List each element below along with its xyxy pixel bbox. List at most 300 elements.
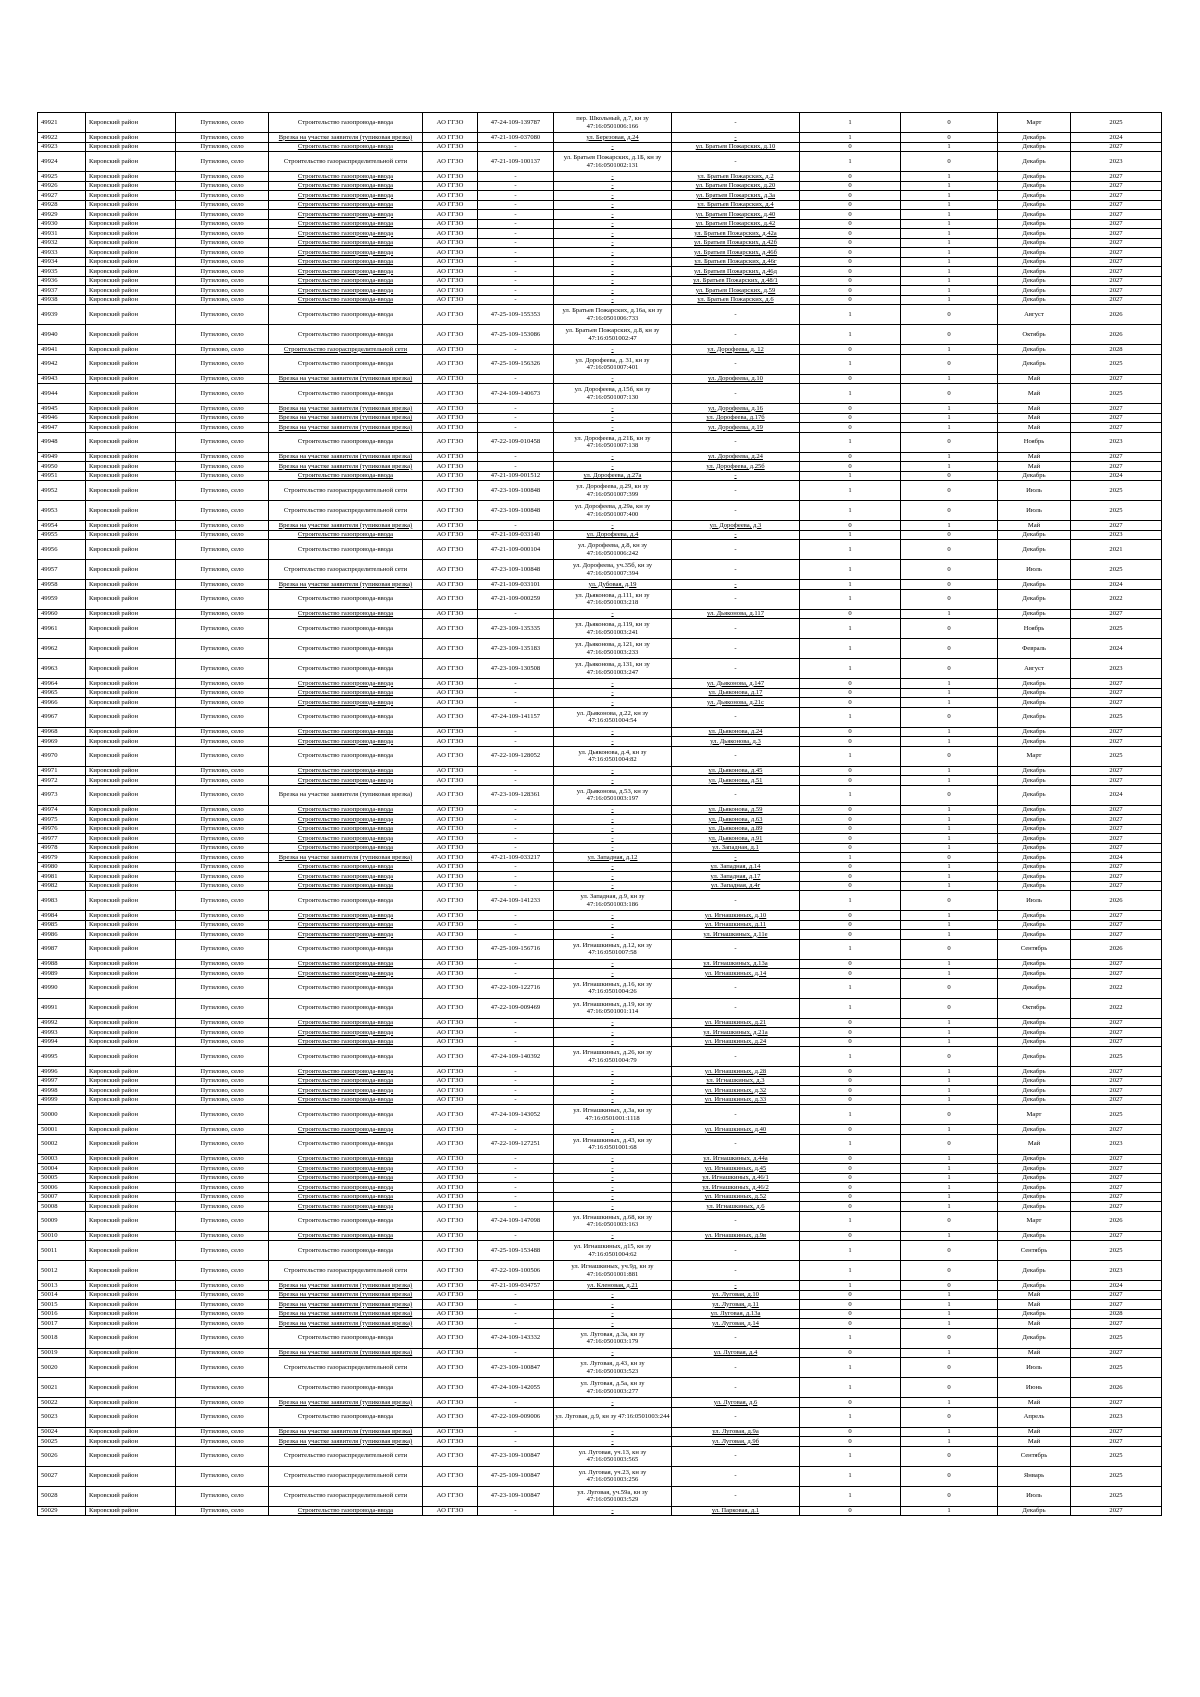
count-a-cell: 1 xyxy=(800,1486,901,1506)
month-cell: Декабрь xyxy=(998,707,1071,727)
applicant-address-cell: ул. Западная, д.12 xyxy=(554,853,672,863)
settlement-cell: Путилово, село xyxy=(176,911,269,921)
row-number-cell: 50024 xyxy=(38,1427,86,1437)
month-cell: Сентябрь xyxy=(998,1446,1071,1466)
district-cell: Кировский район xyxy=(86,286,176,296)
district-cell: Кировский район xyxy=(86,1018,176,1028)
contract-number-cell: 47-21-109-033217 xyxy=(478,853,554,863)
work-type-cell: Строительство газопровода-ввода xyxy=(269,959,423,969)
count-a-cell: 1 xyxy=(800,540,901,560)
contract-number-cell: - xyxy=(478,257,554,267)
contract-number-cell: - xyxy=(478,1164,554,1174)
contract-number-cell: 47-25-109-153086 xyxy=(478,325,554,345)
settlement-cell: Путилово, село xyxy=(176,1241,269,1261)
organization-cell: АО ГГЗО xyxy=(423,1300,478,1310)
district-cell: Кировский район xyxy=(86,384,176,404)
table-row xyxy=(38,891,1162,911)
month-cell: Май xyxy=(998,413,1071,423)
organization-cell: АО ГГЗО xyxy=(423,295,478,305)
organization-cell: АО ГГЗО xyxy=(423,679,478,689)
contract-number-cell: - xyxy=(478,1067,554,1077)
settlement-cell: Путилово, село xyxy=(176,1437,269,1447)
month-cell: Июль xyxy=(998,560,1071,580)
planned-address-cell: - xyxy=(672,580,800,590)
table-row xyxy=(38,374,1162,384)
settlement-cell: Путилово, село xyxy=(176,530,269,540)
row-number-cell: 49980 xyxy=(38,862,86,872)
settlement-cell: Путилово, село xyxy=(176,1231,269,1241)
row-number-cell: 49987 xyxy=(38,939,86,959)
count-a-cell: 0 xyxy=(800,737,901,747)
count-b-cell: 1 xyxy=(901,1319,998,1329)
settlement-cell: Путилово, село xyxy=(176,345,269,355)
settlement-cell: Путилово, село xyxy=(176,384,269,404)
table-row xyxy=(38,727,1162,737)
month-cell: Июль xyxy=(998,481,1071,501)
count-a-cell: 0 xyxy=(800,423,901,433)
settlement-cell: Путилово, село xyxy=(176,1407,269,1427)
settlement-cell: Путилово, село xyxy=(176,766,269,776)
month-cell: Ноябрь xyxy=(998,432,1071,452)
planned-address-cell: - xyxy=(672,133,800,143)
contract-number-cell: 47-23-109-135183 xyxy=(478,639,554,659)
row-number-cell: 49961 xyxy=(38,619,86,639)
table-row xyxy=(38,471,1162,481)
work-type-cell: Врезка на участке заявителя (тупиковая врезка) xyxy=(269,1290,423,1300)
work-type-cell: Строительство газораспределительной сети xyxy=(269,1261,423,1281)
planned-address-cell: ул. Братьев Пожарских, д.46д xyxy=(672,267,800,277)
row-number-cell: 49957 xyxy=(38,560,86,580)
contract-number-cell: - xyxy=(478,1300,554,1310)
count-b-cell: 1 xyxy=(901,200,998,210)
applicant-address-cell: ул. Игнашкиных, д15, кн зу 47:16:0501004:62 xyxy=(554,1241,672,1261)
month-cell: Декабрь xyxy=(998,152,1071,172)
settlement-cell: Путилово, село xyxy=(176,1164,269,1174)
planned-address-cell: ул. Дорофеева, д.17б xyxy=(672,413,800,423)
applicant-address-cell: - xyxy=(554,776,672,786)
planned-address-cell: ул. Дорофеева, д.16 xyxy=(672,404,800,414)
table-row xyxy=(38,1241,1162,1261)
year-cell: 2027 xyxy=(1071,248,1162,258)
planned-address-cell: ул. Луговая, д.11 xyxy=(672,1300,800,1310)
work-type-cell: Строительство газопровода-ввода xyxy=(269,305,423,325)
year-cell: 2022 xyxy=(1071,998,1162,1018)
count-a-cell: 0 xyxy=(800,1398,901,1408)
work-type-cell: Строительство газопровода-ввода xyxy=(269,1067,423,1077)
year-cell: 2027 xyxy=(1071,1018,1162,1028)
work-type-cell: Врезка на участке заявителя (тупиковая врезка) xyxy=(269,580,423,590)
table-row xyxy=(38,609,1162,619)
district-cell: Кировский район xyxy=(86,248,176,258)
table-row xyxy=(38,1173,1162,1183)
row-number-cell: 49933 xyxy=(38,248,86,258)
table-row xyxy=(38,248,1162,258)
applicant-address-cell: - xyxy=(554,930,672,940)
organization-cell: АО ГГЗО xyxy=(423,1192,478,1202)
work-type-cell: Строительство газораспределительной сети xyxy=(269,501,423,521)
month-cell: Декабрь xyxy=(998,737,1071,747)
month-cell: Март xyxy=(998,1211,1071,1231)
year-cell: 2023 xyxy=(1071,432,1162,452)
planned-address-cell: - xyxy=(672,1241,800,1261)
organization-cell: АО ГГЗО xyxy=(423,589,478,609)
table-row xyxy=(38,834,1162,844)
organization-cell: АО ГГЗО xyxy=(423,872,478,882)
applicant-address-cell: - xyxy=(554,191,672,201)
month-cell: Декабрь xyxy=(998,295,1071,305)
month-cell: Октябрь xyxy=(998,325,1071,345)
applicant-address-cell: ул. Березовая, д.24 xyxy=(554,133,672,143)
district-cell: Кировский район xyxy=(86,1164,176,1174)
row-number-cell: 49977 xyxy=(38,834,86,844)
work-type-cell: Строительство газопровода-ввода xyxy=(269,191,423,201)
count-a-cell: 0 xyxy=(800,172,901,182)
planned-address-cell: ул. Западная, д.14 xyxy=(672,862,800,872)
district-cell: Кировский район xyxy=(86,210,176,220)
planned-address-cell: ул. Дьяконова, д.89 xyxy=(672,824,800,834)
count-b-cell: 1 xyxy=(901,1154,998,1164)
count-b-cell: 1 xyxy=(901,824,998,834)
applicant-address-cell: - xyxy=(554,229,672,239)
planned-address-cell: - xyxy=(672,891,800,911)
district-cell: Кировский район xyxy=(86,1241,176,1261)
contract-number-cell: 47-21-109-033101 xyxy=(478,580,554,590)
count-a-cell: 0 xyxy=(800,1037,901,1047)
settlement-cell: Путилово, село xyxy=(176,1290,269,1300)
contract-number-cell: 47-24-109-143332 xyxy=(478,1328,554,1348)
district-cell: Кировский район xyxy=(86,1086,176,1096)
work-type-cell: Строительство газопровода-ввода xyxy=(269,219,423,229)
applicant-address-cell: ул. Западная, д.9, кн зу 47:16:0501003:186 xyxy=(554,891,672,911)
work-type-cell: Врезка на участке заявителя (тупиковая врезка) xyxy=(269,1427,423,1437)
count-a-cell: 0 xyxy=(800,1192,901,1202)
row-number-cell: 49982 xyxy=(38,881,86,891)
planned-address-cell: ул. Братьев Пожарских, д.10 xyxy=(672,142,800,152)
month-cell: Декабрь xyxy=(998,580,1071,590)
table-row xyxy=(38,540,1162,560)
year-cell: 2026 xyxy=(1071,1378,1162,1398)
count-b-cell: 1 xyxy=(901,920,998,930)
applicant-address-cell: - xyxy=(554,1076,672,1086)
planned-address-cell: - xyxy=(672,1358,800,1378)
organization-cell: АО ГГЗО xyxy=(423,1076,478,1086)
count-a-cell: 0 xyxy=(800,295,901,305)
applicant-address-cell: - xyxy=(554,267,672,277)
year-cell: 2027 xyxy=(1071,824,1162,834)
work-type-cell: Врезка на участке заявителя (тупиковая врезка) xyxy=(269,133,423,143)
district-cell: Кировский район xyxy=(86,1105,176,1125)
organization-cell: АО ГГЗО xyxy=(423,853,478,863)
year-cell: 2027 xyxy=(1071,1183,1162,1193)
contract-number-cell: 47-22-109-009006 xyxy=(478,1407,554,1427)
organization-cell: АО ГГЗО xyxy=(423,834,478,844)
row-number-cell: 50025 xyxy=(38,1437,86,1447)
district-cell: Кировский район xyxy=(86,540,176,560)
row-number-cell: 49962 xyxy=(38,639,86,659)
organization-cell: АО ГГЗО xyxy=(423,1164,478,1174)
district-cell: Кировский район xyxy=(86,1358,176,1378)
district-cell: Кировский район xyxy=(86,354,176,374)
contract-number-cell: 47-24-109-142055 xyxy=(478,1378,554,1398)
contract-number-cell: - xyxy=(478,462,554,472)
contract-number-cell: - xyxy=(478,210,554,220)
count-a-cell: 0 xyxy=(800,374,901,384)
organization-cell: АО ГГЗО xyxy=(423,1134,478,1154)
table-row xyxy=(38,152,1162,172)
count-a-cell: 1 xyxy=(800,1358,901,1378)
table-row xyxy=(38,133,1162,143)
planned-address-cell: ул. Западная, д.1 xyxy=(672,843,800,853)
row-number-cell: 49971 xyxy=(38,766,86,776)
row-number-cell: 50010 xyxy=(38,1231,86,1241)
settlement-cell: Путилово, село xyxy=(176,815,269,825)
planned-address-cell: ул. Дьяконова, д.91 xyxy=(672,834,800,844)
count-a-cell: 1 xyxy=(800,560,901,580)
year-cell: 2024 xyxy=(1071,785,1162,805)
table-row xyxy=(38,172,1162,182)
work-type-cell: Строительство газораспределительной сети xyxy=(269,345,423,355)
year-cell: 2025 xyxy=(1071,1358,1162,1378)
work-type-cell: Строительство газопровода-ввода xyxy=(269,1241,423,1261)
month-cell: Декабрь xyxy=(998,853,1071,863)
planned-address-cell: ул. Дорофеева, д.10 xyxy=(672,374,800,384)
month-cell: Март xyxy=(998,746,1071,766)
contract-number-cell: 47-24-109-147098 xyxy=(478,1211,554,1231)
settlement-cell: Путилово, село xyxy=(176,181,269,191)
count-a-cell: 0 xyxy=(800,521,901,531)
year-cell: 2022 xyxy=(1071,978,1162,998)
applicant-address-cell: - xyxy=(554,1348,672,1358)
work-type-cell: Строительство газопровода-ввода xyxy=(269,295,423,305)
count-a-cell: 0 xyxy=(800,834,901,844)
count-a-cell: 0 xyxy=(800,881,901,891)
district-cell: Кировский район xyxy=(86,1028,176,1038)
contract-number-cell: - xyxy=(478,1427,554,1437)
district-cell: Кировский район xyxy=(86,181,176,191)
work-type-cell: Врезка на участке заявителя (тупиковая врезка) xyxy=(269,462,423,472)
work-type-cell: Врезка на участке заявителя (тупиковая врезка) xyxy=(269,1319,423,1329)
row-number-cell: 49968 xyxy=(38,727,86,737)
applicant-address-cell: ул. Игнашкиных, д.19, кн зу 47:16:0501001:114 xyxy=(554,998,672,1018)
count-a-cell: 0 xyxy=(800,345,901,355)
contract-number-cell: - xyxy=(478,698,554,708)
month-cell: Март xyxy=(998,1105,1071,1125)
row-number-cell: 49970 xyxy=(38,746,86,766)
settlement-cell: Путилово, село xyxy=(176,210,269,220)
year-cell: 2027 xyxy=(1071,881,1162,891)
district-cell: Кировский район xyxy=(86,1319,176,1329)
table-row xyxy=(38,113,1162,133)
contract-number-cell: - xyxy=(478,688,554,698)
settlement-cell: Путилово, село xyxy=(176,142,269,152)
district-cell: Кировский район xyxy=(86,1328,176,1348)
applicant-address-cell: - xyxy=(554,688,672,698)
year-cell: 2027 xyxy=(1071,1173,1162,1183)
contract-number-cell: - xyxy=(478,727,554,737)
year-cell: 2028 xyxy=(1071,345,1162,355)
district-cell: Кировский район xyxy=(86,881,176,891)
month-cell: Декабрь xyxy=(998,824,1071,834)
count-b-cell: 0 xyxy=(901,305,998,325)
settlement-cell: Путилово, село xyxy=(176,1192,269,1202)
count-a-cell: 0 xyxy=(800,191,901,201)
applicant-address-cell: - xyxy=(554,1319,672,1329)
work-type-cell: Строительство газопровода-ввода xyxy=(269,325,423,345)
settlement-cell: Путилово, село xyxy=(176,521,269,531)
count-b-cell: 1 xyxy=(901,609,998,619)
count-b-cell: 1 xyxy=(901,1076,998,1086)
year-cell: 2027 xyxy=(1071,737,1162,747)
contract-number-cell: 47-22-109-100506 xyxy=(478,1261,554,1281)
count-a-cell: 0 xyxy=(800,872,901,882)
month-cell: Май xyxy=(998,384,1071,404)
applicant-address-cell: - xyxy=(554,727,672,737)
month-cell: Декабрь xyxy=(998,210,1071,220)
planned-address-cell: - xyxy=(672,939,800,959)
month-cell: Май xyxy=(998,1427,1071,1437)
year-cell: 2024 xyxy=(1071,853,1162,863)
table-row xyxy=(38,843,1162,853)
row-number-cell: 50008 xyxy=(38,1202,86,1212)
row-number-cell: 50013 xyxy=(38,1281,86,1291)
work-type-cell: Строительство газопровода-ввода xyxy=(269,276,423,286)
contract-number-cell: - xyxy=(478,824,554,834)
count-b-cell: 0 xyxy=(901,746,998,766)
organization-cell: АО ГГЗО xyxy=(423,452,478,462)
applicant-address-cell: - xyxy=(554,969,672,979)
count-b-cell: 1 xyxy=(901,727,998,737)
count-b-cell: 1 xyxy=(901,815,998,825)
planned-address-cell: - xyxy=(672,1134,800,1154)
count-b-cell: 1 xyxy=(901,219,998,229)
planned-address-cell: ул. Дьяконова, д.3 xyxy=(672,737,800,747)
planned-address-cell: ул. Братьев Пожарских, д.42б xyxy=(672,238,800,248)
applicant-address-cell: ул. Луговая, д.43, кн зу 47:16:0501003:523 xyxy=(554,1358,672,1378)
work-type-cell: Врезка на участке заявителя (тупиковая врезка) xyxy=(269,1398,423,1408)
table-row xyxy=(38,688,1162,698)
table-row xyxy=(38,1300,1162,1310)
work-type-cell: Врезка на участке заявителя (тупиковая врезка) xyxy=(269,423,423,433)
table-row xyxy=(38,413,1162,423)
district-cell: Кировский район xyxy=(86,688,176,698)
planned-address-cell: - xyxy=(672,1047,800,1067)
settlement-cell: Путилово, село xyxy=(176,267,269,277)
applicant-address-cell: - xyxy=(554,1028,672,1038)
count-a-cell: 1 xyxy=(800,1261,901,1281)
organization-cell: АО ГГЗО xyxy=(423,1319,478,1329)
contract-number-cell: - xyxy=(478,1192,554,1202)
year-cell: 2021 xyxy=(1071,540,1162,560)
contract-number-cell: - xyxy=(478,805,554,815)
table-row xyxy=(38,881,1162,891)
table-row xyxy=(38,1076,1162,1086)
month-cell: Май xyxy=(998,1300,1071,1310)
planned-address-cell: ул. Дорофеева, д.24 xyxy=(672,452,800,462)
table-row xyxy=(38,423,1162,433)
organization-cell: АО ГГЗО xyxy=(423,1378,478,1398)
district-cell: Кировский район xyxy=(86,1309,176,1319)
district-cell: Кировский район xyxy=(86,707,176,727)
organization-cell: АО ГГЗО xyxy=(423,1067,478,1077)
district-cell: Кировский район xyxy=(86,462,176,472)
count-a-cell: 0 xyxy=(800,776,901,786)
work-type-cell: Строительство газопровода-ввода xyxy=(269,589,423,609)
planned-address-cell: ул. Игнашкиных, д.11 xyxy=(672,920,800,930)
planned-address-cell: ул. Дорофеева, д.25б xyxy=(672,462,800,472)
table-row xyxy=(38,911,1162,921)
count-a-cell: 1 xyxy=(800,707,901,727)
district-cell: Кировский район xyxy=(86,619,176,639)
year-cell: 2023 xyxy=(1071,1134,1162,1154)
organization-cell: АО ГГЗО xyxy=(423,1437,478,1447)
applicant-address-cell: - xyxy=(554,1231,672,1241)
count-a-cell: 0 xyxy=(800,688,901,698)
table-row xyxy=(38,707,1162,727)
organization-cell: АО ГГЗО xyxy=(423,1231,478,1241)
row-number-cell: 49995 xyxy=(38,1047,86,1067)
applicant-address-cell: ул. Дорофеева, д.21Б, кн зу 47:16:0501007:138 xyxy=(554,432,672,452)
organization-cell: АО ГГЗО xyxy=(423,1348,478,1358)
planned-address-cell: ул. Дьяконова, д.21с xyxy=(672,698,800,708)
planned-address-cell: ул. Дорофеева, д.3 xyxy=(672,521,800,531)
table-row xyxy=(38,191,1162,201)
work-type-cell: Строительство газопровода-ввода xyxy=(269,1407,423,1427)
count-b-cell: 1 xyxy=(901,238,998,248)
settlement-cell: Путилово, село xyxy=(176,679,269,689)
table-row xyxy=(38,354,1162,374)
count-b-cell: 1 xyxy=(901,1437,998,1447)
count-a-cell: 1 xyxy=(800,1105,901,1125)
year-cell: 2027 xyxy=(1071,1154,1162,1164)
count-a-cell: 0 xyxy=(800,727,901,737)
year-cell: 2027 xyxy=(1071,1067,1162,1077)
district-cell: Кировский район xyxy=(86,1202,176,1212)
planned-address-cell: ул. Братьев Пожарских, д.59 xyxy=(672,286,800,296)
contract-number-cell: - xyxy=(478,834,554,844)
settlement-cell: Путилово, село xyxy=(176,471,269,481)
district-cell: Кировский район xyxy=(86,609,176,619)
work-type-cell: Строительство газораспределительной сети xyxy=(269,152,423,172)
count-a-cell: 0 xyxy=(800,286,901,296)
work-type-cell: Строительство газопровода-ввода xyxy=(269,257,423,267)
planned-address-cell: - xyxy=(672,152,800,172)
settlement-cell: Путилово, село xyxy=(176,286,269,296)
year-cell: 2027 xyxy=(1071,295,1162,305)
planned-address-cell: ул. Братьев Пожарских, д.2 xyxy=(672,172,800,182)
month-cell: Декабрь xyxy=(998,181,1071,191)
year-cell: 2027 xyxy=(1071,698,1162,708)
district-cell: Кировский район xyxy=(86,659,176,679)
planned-address-cell: ул. Игнашкиных, д.46/1 xyxy=(672,1173,800,1183)
planned-address-cell: ул. Братьев Пожарских, д.6 xyxy=(672,295,800,305)
table-row xyxy=(38,1427,1162,1437)
count-a-cell: 0 xyxy=(800,229,901,239)
row-number-cell: 49976 xyxy=(38,824,86,834)
count-b-cell: 1 xyxy=(901,776,998,786)
settlement-cell: Путилово, село xyxy=(176,1125,269,1135)
settlement-cell: Путилово, село xyxy=(176,824,269,834)
table-row xyxy=(38,939,1162,959)
year-cell: 2027 xyxy=(1071,679,1162,689)
year-cell: 2027 xyxy=(1071,1037,1162,1047)
row-number-cell: 49989 xyxy=(38,969,86,979)
organization-cell: АО ГГЗО xyxy=(423,1028,478,1038)
year-cell: 2023 xyxy=(1071,1407,1162,1427)
applicant-address-cell: - xyxy=(554,815,672,825)
settlement-cell: Путилово, село xyxy=(176,413,269,423)
contract-number-cell: 47-23-109-100847 xyxy=(478,1486,554,1506)
count-b-cell: 0 xyxy=(901,998,998,1018)
